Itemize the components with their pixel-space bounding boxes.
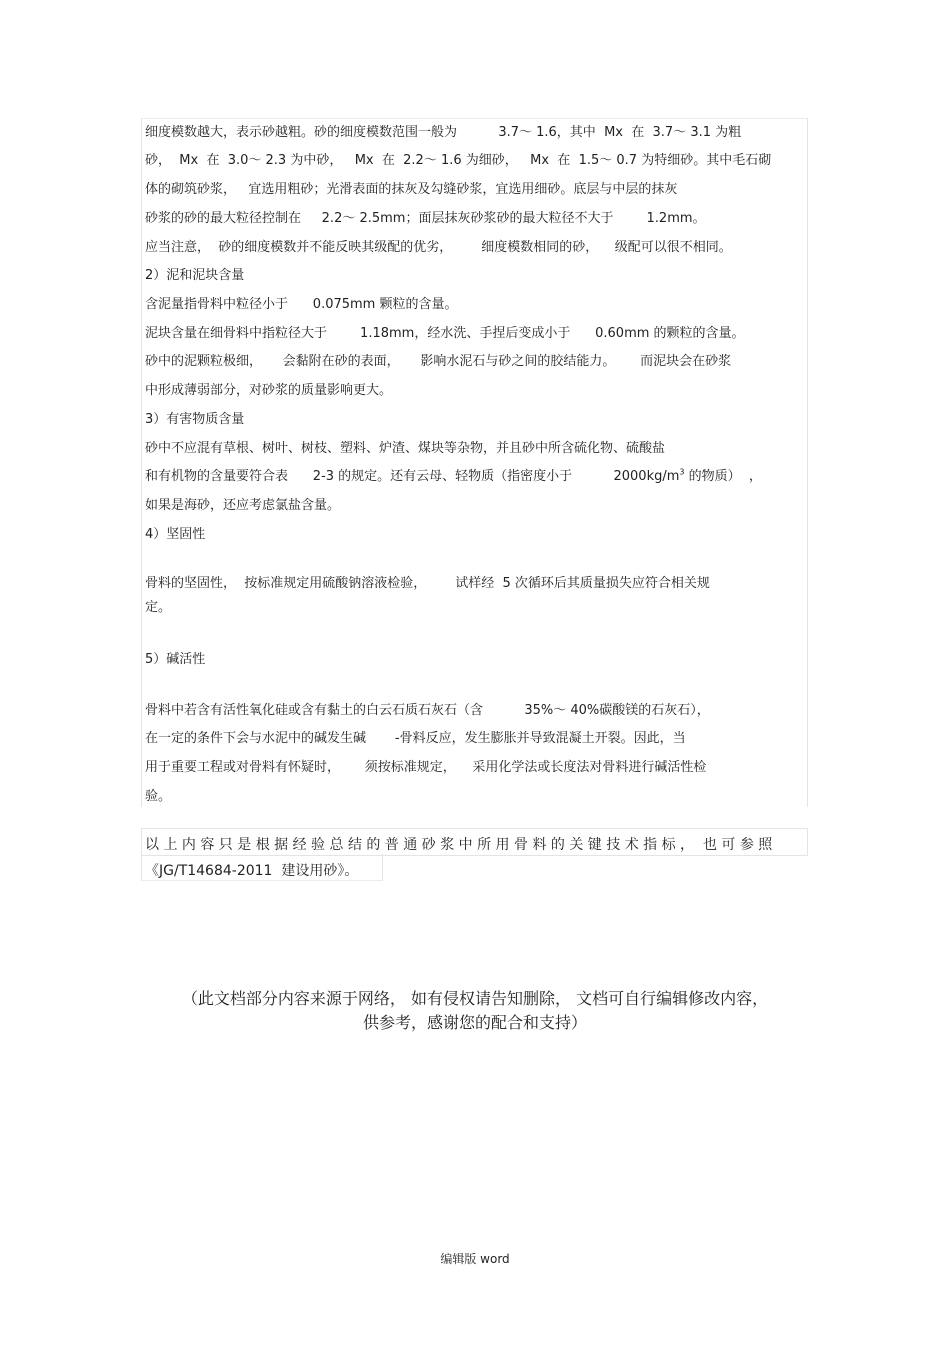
text-line: 砂中的泥颗粒极细， 会黏附在砂的表面， 影响水泥石与砂之间的胶结能力。 而泥块会在砂浆 bbox=[145, 354, 732, 369]
text-line: 应当注意， 砂的细度模数并不能反映其级配的优劣， 细度模数相同的砂， 级配可以很不相同。 bbox=[145, 240, 732, 255]
text-line: 砂浆的砂的最大粒径控制在 2.2～ 2.5mm；面层抹灰砂浆砂的最大粒径不大于 1.2mm。 bbox=[145, 211, 706, 226]
section-heading: 2）泥和泥块含量 bbox=[145, 268, 245, 283]
section-heading: 5）碱活性 bbox=[145, 652, 206, 667]
section-heading: 3）有害物质含量 bbox=[145, 412, 245, 427]
section-heading: 4）坚固性 bbox=[145, 527, 206, 542]
superscript: 3 bbox=[679, 467, 685, 477]
text-line bbox=[145, 469, 762, 485]
text-line: 如果是海砂，还应考虑氯盐含量。 bbox=[145, 498, 341, 513]
text-line: 骨料中若含有活性氧化硅或含有黏土的白云石质石灰石（含 35%～ 40%碳酸镁的石灰石）， bbox=[145, 703, 710, 718]
text-line: 砂， Mx 在 3.0～ 2.3 为中砂， Mx 在 2.2～ 1.6 为细砂， Mx 在 1.5～ 0.7 为特细砂。其中毛石砌 bbox=[145, 153, 772, 168]
text-line: 用于重要工程或对骨料有怀疑时， 须按标准规定， 采用化学法或长度法对骨料进行碱活性检 bbox=[145, 760, 707, 775]
text-line: 含泥量指骨料中粒径小于 0.075mm 颗粒的含量。 bbox=[145, 297, 458, 312]
text-line: 在一定的条件下会与水泥中的碱发生碱 -骨料反应，发生膨胀并导致混凝土开裂。因此，当 bbox=[145, 731, 686, 746]
text-line: 验。 bbox=[145, 789, 172, 804]
disclaimer-line: 供参考，感谢您的配合和支持） bbox=[362, 1013, 587, 1032]
text-line: 体的砌筑砂浆， 宜选用粗砂；光滑表面的抹灰及勾缝砂浆，宜选用细砂。底层与中层的抹灰 bbox=[145, 182, 678, 197]
reference-line: 《JG/T14684-2011 建设用砂》。 bbox=[145, 863, 359, 879]
text-segment: 的物质） ， bbox=[684, 469, 762, 484]
text-line: 砂中不应混有草根、树叶、树枝、塑料、炉渣、煤块等杂物，并且砂中所含硫化物、硫酸盐 bbox=[145, 441, 666, 456]
text-segment: 和有机物的含量要符合表 2-3 的规定。还有云母、轻物质（指密度小于 2000kg/m bbox=[145, 469, 680, 484]
reference-line: 以 上 内 容 只 是 根 据 经 验 总 结 的 普 通 砂 浆 中 所 用 骨 料 的 关 键 技 术 指 标 ， 也 可 参 照 bbox=[145, 837, 773, 853]
text-line: 骨料的坚固性， 按标准规定用硫酸钠溶液检验， 试样经 5 次循环后其质量损失应符合相关规 bbox=[145, 576, 710, 591]
text-line: 泥块含量在细骨料中指粒径大于 1.18mm，经水洗、手捏后变成小于 0.60mm 的颗粒的含量。 bbox=[145, 326, 745, 341]
disclaimer-line: （此文档部分内容来源于网络， 如有侵权请告知删除， 文档可自行编辑修改内容， bbox=[181, 989, 769, 1008]
text-line: 定。 bbox=[145, 600, 172, 615]
text-line: 中形成薄弱部分，对砂浆的质量影响更大。 bbox=[145, 383, 393, 398]
text-line: 细度模数越大，表示砂越粗。砂的细度模数范围一般为 3.7～ 1.6，其中 Mx 在 3.7～ 3.1 为粗 bbox=[145, 125, 742, 140]
page-footer: 编辑版 word bbox=[440, 1252, 510, 1266]
